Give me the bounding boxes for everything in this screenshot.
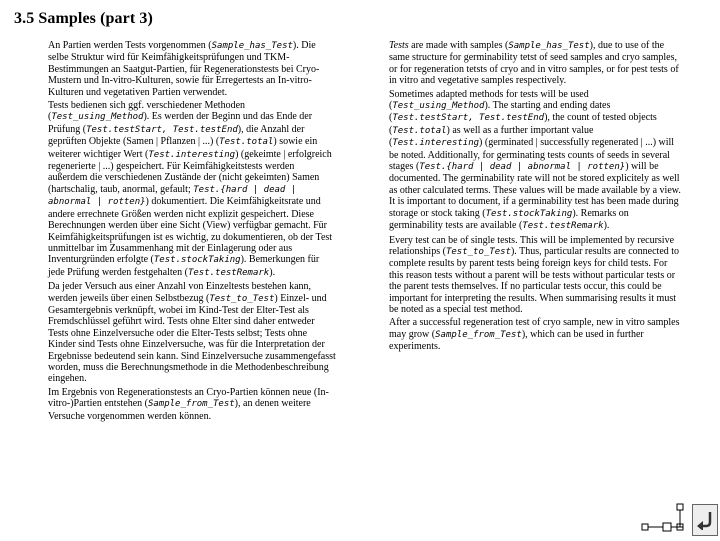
diagram-nav-button[interactable] bbox=[641, 502, 685, 536]
paragraph bbox=[48, 100, 336, 279]
schema-identifier: Sample_has_Test bbox=[211, 41, 293, 51]
schema-identifier: Test_using_Method bbox=[51, 112, 144, 123]
text-run: ), which can be used in further experiments. bbox=[389, 328, 644, 353]
schema-identifier: Test_to_Test bbox=[209, 293, 275, 304]
schema-identifier: Test.testRemark bbox=[522, 221, 604, 232]
text-run: Every test can be of single tests. This will be implemented by recursive relationships ( bbox=[389, 234, 675, 257]
text-run: ). Remarks on germinability tests are available ( bbox=[389, 207, 629, 232]
schema-identifier: Test.testRemark bbox=[187, 267, 270, 278]
schema-identifier: Test.testStart, Test.testEnd bbox=[392, 113, 545, 124]
text-run: ) Einzel- und Gesamtergebnis verknüpft, wobei im Kind-Test der Elter-Test als Fremdschlüssel geführt wird. Tests ohne Elter sind daher entweder Tests ohne Einzelversuche oder die Elter-Tests selbst; Tests ohne Kinder sind Tests ohne Einzelversuche, was für die Interpretation der Ergebnisse bedeutend sein kann. Sind Einzelversuche zusammengefasst worden, muss die Berechnungsmethode in die Methodenbeschreibung eingehen. bbox=[48, 292, 336, 385]
schema-identifier: Test.stockTaking bbox=[153, 255, 241, 266]
english-text-column bbox=[389, 40, 681, 355]
schema-identifier: Test.total bbox=[219, 137, 274, 148]
text-run: An Partien werden Tests vorgenommen ( bbox=[48, 40, 212, 51]
schema-identifier: Test.interesting bbox=[148, 149, 236, 160]
german-text-column bbox=[48, 40, 336, 424]
paragraph bbox=[389, 89, 681, 233]
schema-identifier: Sample_has_Test bbox=[508, 41, 590, 51]
return-arrow-icon bbox=[696, 510, 714, 530]
text-run: ) as well as a further important value ( bbox=[389, 124, 594, 149]
back-button[interactable] bbox=[692, 504, 718, 536]
paragraph bbox=[389, 235, 681, 316]
text-run: ). bbox=[603, 220, 610, 232]
diagram-icon bbox=[641, 502, 685, 536]
schema-identifier: Test.{hard | dead | abnormal | rotten} bbox=[419, 162, 626, 173]
schema-identifier: Test.{hard | dead | abnormal | rotten} bbox=[48, 184, 297, 208]
text-run: ), an denen weitere Versuche vorgenommen werden können. bbox=[48, 398, 311, 422]
text-run: ). Die selbe Struktur wird für Keimfähigkeitsprüfungen und TKM-Bestimmungen an Saatgut-Partien, für Regenerationstests bei Cryo-Mustern und In-vitro-Kulturen, sowie für Erregertests an In-vitro-Kulturen und vegetativen Partien verwendet. bbox=[48, 40, 320, 98]
schema-identifier: Test.stockTaking bbox=[485, 208, 573, 219]
page-title: 3.5 Samples (part 3) bbox=[14, 10, 153, 27]
text-run: ), due to use of the same structure for germinability tetst of seed samples and cryo samples, or for regeneration tetsts of cryo and in vitro samples, or for pest tests of in vitro and vegetative samples respectively. bbox=[389, 40, 679, 87]
text-run: ). bbox=[269, 266, 276, 278]
paragraph bbox=[48, 281, 336, 385]
text-run: ) will be documented. The germinability rate will not be stored explicitely as well as other calculated terms. These values will be made available by a view. It is important to document, if a germinability test has been made during storage or stock taking ( bbox=[389, 161, 681, 219]
text-run: ). The starting and ending dates ( bbox=[389, 100, 611, 124]
schema-identifier: Test.total bbox=[392, 125, 447, 136]
text-run: ) (gekeimte | erfolgreich regenerierte | ...) gespeichert. Für Keimfähigkeitstests werden außerdem die verschiedenen Zustände der (nicht gekeimten) Samen (hartschalig, taub, anormal, gefault; bbox=[48, 148, 332, 195]
emphasis: Tests bbox=[389, 40, 409, 51]
text-run: After a successful regeneration test of cryo sample, new in vitro samples may grow ( bbox=[389, 317, 680, 340]
text-run: ), the count of tested objects ( bbox=[389, 112, 657, 136]
schema-identifier: Sample_from_Test bbox=[435, 329, 522, 340]
text-run: Da jeder Versuch aus einer Anzahl von Einzeltests bestehen kann, werden jeweils über einen Selbstbezug ( bbox=[48, 281, 312, 304]
text-run: ) (germinated | successfully regenerated | ...) will be noted. Additionally, for germinating tests counts of seeds in several stages ( bbox=[389, 137, 675, 173]
schema-identifier: Test_using_Method bbox=[392, 101, 485, 112]
text-run: ) dokumentiert. Die Keimfähigkeitsrate und andere errechnete Größen werden nicht explizit gespeichert. Diese Berechnungen werden über eine Sicht (View) verfügbar gemacht. Für Keimfähigkeitsprüfungen ist es wichtig, zu dokumentieren, ob der Test unmittelbar im Zusammenhang mit der Einlagerung oder aus Inventurgründen erfolgte ( bbox=[48, 196, 333, 266]
paragraph bbox=[389, 317, 681, 352]
text-run: Tests bedienen sich ggf. verschiedener Methoden ( bbox=[48, 100, 246, 123]
paragraph bbox=[48, 40, 336, 98]
text-run: ). Es werden der Beginn und das Ende der Prüfung ( bbox=[48, 111, 313, 135]
paragraph bbox=[389, 40, 681, 87]
schema-identifier: Test.interesting bbox=[392, 138, 480, 149]
text-run: are made with samples ( bbox=[408, 40, 509, 51]
schema-identifier: Test_to_Test bbox=[445, 246, 511, 257]
paragraph bbox=[48, 387, 336, 422]
text-run: ). Thus, particular results are connected to complete results by parent tests being foreign keys for child tests. For this reason tests without a parent will be tests without particular tests or the parent tests themselves. If no particular tests occur, this could be important for interpreting the results. When summarising results it must be noted as a special test method. bbox=[389, 245, 680, 315]
text-run: ). Bemerkungen für jede Prüfung werden festgehalten ( bbox=[48, 254, 320, 278]
schema-identifier: Sample_from_Test bbox=[147, 399, 235, 410]
schema-identifier: Test.testStart, Test.testEnd bbox=[86, 124, 238, 135]
text-run: ), die Anzahl der geprüften Objekte (Samen | Pflanzen | ...) ( bbox=[48, 123, 305, 148]
text-run: Sometimes adapted methods for tests will be used ( bbox=[389, 88, 589, 112]
text-run: ) sowie ein weiterer wichtiger Wert ( bbox=[48, 136, 318, 160]
text-run: Im Ergebnis von Regenerationstests an Cryo-Partien können neue (In-vitro-)Partien entstehen ( bbox=[48, 386, 329, 410]
